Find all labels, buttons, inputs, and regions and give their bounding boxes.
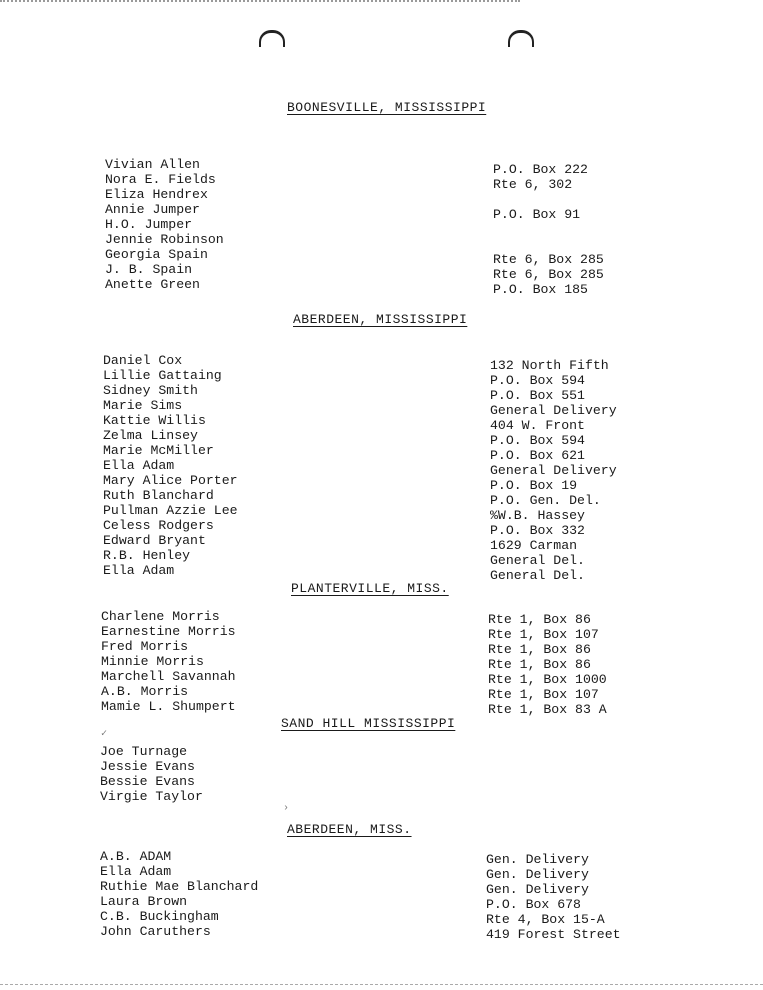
address-entry: Rte 1, Box 107 bbox=[488, 627, 599, 642]
name-entry: A.B. Morris bbox=[101, 684, 189, 699]
name-entry: Ruthie Mae Blanchard bbox=[100, 879, 259, 894]
name-entry: Virgie Taylor bbox=[100, 789, 203, 804]
address-entry: 1629 Carman bbox=[490, 538, 578, 553]
name-entry: Daniel Cox bbox=[103, 353, 183, 368]
perforation-top bbox=[0, 0, 520, 4]
address-entry: P.O. Box 91 bbox=[493, 207, 581, 222]
address-entry: P.O. Box 621 bbox=[490, 448, 585, 463]
name-entry: Fred Morris bbox=[101, 639, 189, 654]
name-entry: Laura Brown bbox=[100, 894, 188, 909]
name-entry: Mary Alice Porter bbox=[103, 473, 238, 488]
address-entry: P.O. Box 594 bbox=[490, 433, 585, 448]
binder-clip-left-icon bbox=[259, 30, 285, 47]
address-entry: P.O. Box 19 bbox=[490, 478, 578, 493]
address-entry: Rte 6, Box 285 bbox=[493, 267, 604, 282]
address-entry: 419 Forest Street bbox=[486, 927, 621, 942]
addresses-column-aberdeen-miss bbox=[486, 852, 621, 942]
address-entry: Rte 1, Box 1000 bbox=[488, 672, 607, 687]
addresses-column-boonesville bbox=[493, 162, 604, 297]
section-heading-aberdeen-miss: ABERDEEN, MISS. bbox=[287, 822, 412, 837]
name-entry: Georgia Spain bbox=[105, 247, 208, 262]
stray-mark: › bbox=[283, 803, 290, 814]
name-entry: Mamie L. Shumpert bbox=[101, 699, 236, 714]
name-entry: Annie Jumper bbox=[105, 202, 200, 217]
address-entry: P.O. Box 185 bbox=[493, 282, 588, 297]
address-entry: Rte 1, Box 107 bbox=[488, 687, 599, 702]
name-entry: Jennie Robinson bbox=[105, 232, 224, 247]
perforation-bottom bbox=[0, 984, 763, 986]
name-entry: A.B. ADAM bbox=[100, 849, 172, 864]
address-entry bbox=[493, 222, 604, 237]
name-entry: Sidney Smith bbox=[103, 383, 198, 398]
address-entry: 132 North Fifth bbox=[490, 358, 609, 373]
name-entry: Zelma Linsey bbox=[103, 428, 198, 443]
address-entry: General Del. bbox=[490, 553, 585, 568]
address-entry: General Delivery bbox=[490, 463, 617, 478]
section-heading-planterville: PLANTERVILLE, MISS. bbox=[291, 581, 449, 596]
name-entry: C.B. Buckingham bbox=[100, 909, 219, 924]
name-entry: H.O. Jumper bbox=[105, 217, 193, 232]
names-column-planterville bbox=[101, 609, 236, 714]
name-entry: Minnie Morris bbox=[101, 654, 204, 669]
name-entry: Ella Adam bbox=[100, 864, 172, 879]
address-entry: P.O. Box 332 bbox=[490, 523, 585, 538]
name-entry: Nora E. Fields bbox=[105, 172, 216, 187]
address-entry: Rte 1, Box 86 bbox=[488, 612, 591, 627]
name-entry: Marie Sims bbox=[103, 398, 183, 413]
address-entry: General Delivery bbox=[490, 403, 617, 418]
name-entry: Joe Turnage bbox=[100, 744, 188, 759]
address-entry: P.O. Box 222 bbox=[493, 162, 588, 177]
address-entry: P.O. Box 551 bbox=[490, 388, 585, 403]
name-entry: Eliza Hendrex bbox=[105, 187, 208, 202]
address-entry: General Del. bbox=[490, 568, 585, 583]
name-entry: Lillie Gattaing bbox=[103, 368, 222, 383]
name-entry: Ruth Blanchard bbox=[103, 488, 214, 503]
binder-clip-right-icon bbox=[508, 30, 534, 47]
name-entry: Ella Adam bbox=[103, 563, 175, 578]
address-entry: Rte 1, Box 83 A bbox=[488, 702, 607, 717]
name-entry: Vivian Allen bbox=[105, 157, 200, 172]
address-entry: Rte 6, 302 bbox=[493, 177, 573, 192]
addresses-column-aberdeen bbox=[490, 358, 617, 583]
address-entry: Gen. Delivery bbox=[486, 882, 589, 897]
name-entry: Kattie Willis bbox=[103, 413, 206, 428]
address-entry: Gen. Delivery bbox=[486, 852, 589, 867]
address-entry: Rte 6, Box 285 bbox=[493, 252, 604, 267]
stray-mark: ✓ bbox=[101, 729, 108, 740]
names-column-aberdeen-miss bbox=[100, 849, 258, 939]
addresses-column-planterville bbox=[488, 612, 607, 717]
names-column-sand-hill bbox=[100, 744, 203, 804]
name-entry: Anette Green bbox=[105, 277, 200, 292]
name-entry: Bessie Evans bbox=[100, 774, 195, 789]
address-entry: P.O. Box 594 bbox=[490, 373, 585, 388]
address-entry: 404 W. Front bbox=[490, 418, 585, 433]
name-entry: R.B. Henley bbox=[103, 548, 191, 563]
section-heading-sand-hill: SAND HILL MISSISSIPPI bbox=[281, 716, 456, 731]
address-entry: %W.B. Hassey bbox=[490, 508, 585, 523]
names-column-aberdeen bbox=[103, 353, 238, 578]
section-heading-aberdeen: ABERDEEN, MISSISSIPPI bbox=[293, 312, 468, 327]
address-entry: P.O. Gen. Del. bbox=[490, 493, 601, 508]
name-entry: Jessie Evans bbox=[100, 759, 195, 774]
address-entry: Rte 1, Box 86 bbox=[488, 657, 591, 672]
address-entry: P.O. Box 678 bbox=[486, 897, 581, 912]
name-entry: Marie McMiller bbox=[103, 443, 214, 458]
name-entry: Marchell Savannah bbox=[101, 669, 236, 684]
address-entry bbox=[493, 237, 604, 252]
name-entry: Charlene Morris bbox=[101, 609, 220, 624]
name-entry: Earnestine Morris bbox=[101, 624, 236, 639]
name-entry: Edward Bryant bbox=[103, 533, 206, 548]
address-entry: Rte 4, Box 15-A bbox=[486, 912, 605, 927]
address-entry: Rte 1, Box 86 bbox=[488, 642, 591, 657]
name-entry: J. B. Spain bbox=[105, 262, 193, 277]
name-entry: Celess Rodgers bbox=[103, 518, 214, 533]
name-entry: Ella Adam bbox=[103, 458, 175, 473]
address-entry bbox=[493, 192, 604, 207]
address-entry: Gen. Delivery bbox=[486, 867, 589, 882]
section-heading-boonesville: BOONESVILLE, MISSISSIPPI bbox=[287, 100, 487, 115]
name-entry: John Caruthers bbox=[100, 924, 211, 939]
names-column-boonesville bbox=[105, 157, 224, 292]
name-entry: Pullman Azzie Lee bbox=[103, 503, 238, 518]
